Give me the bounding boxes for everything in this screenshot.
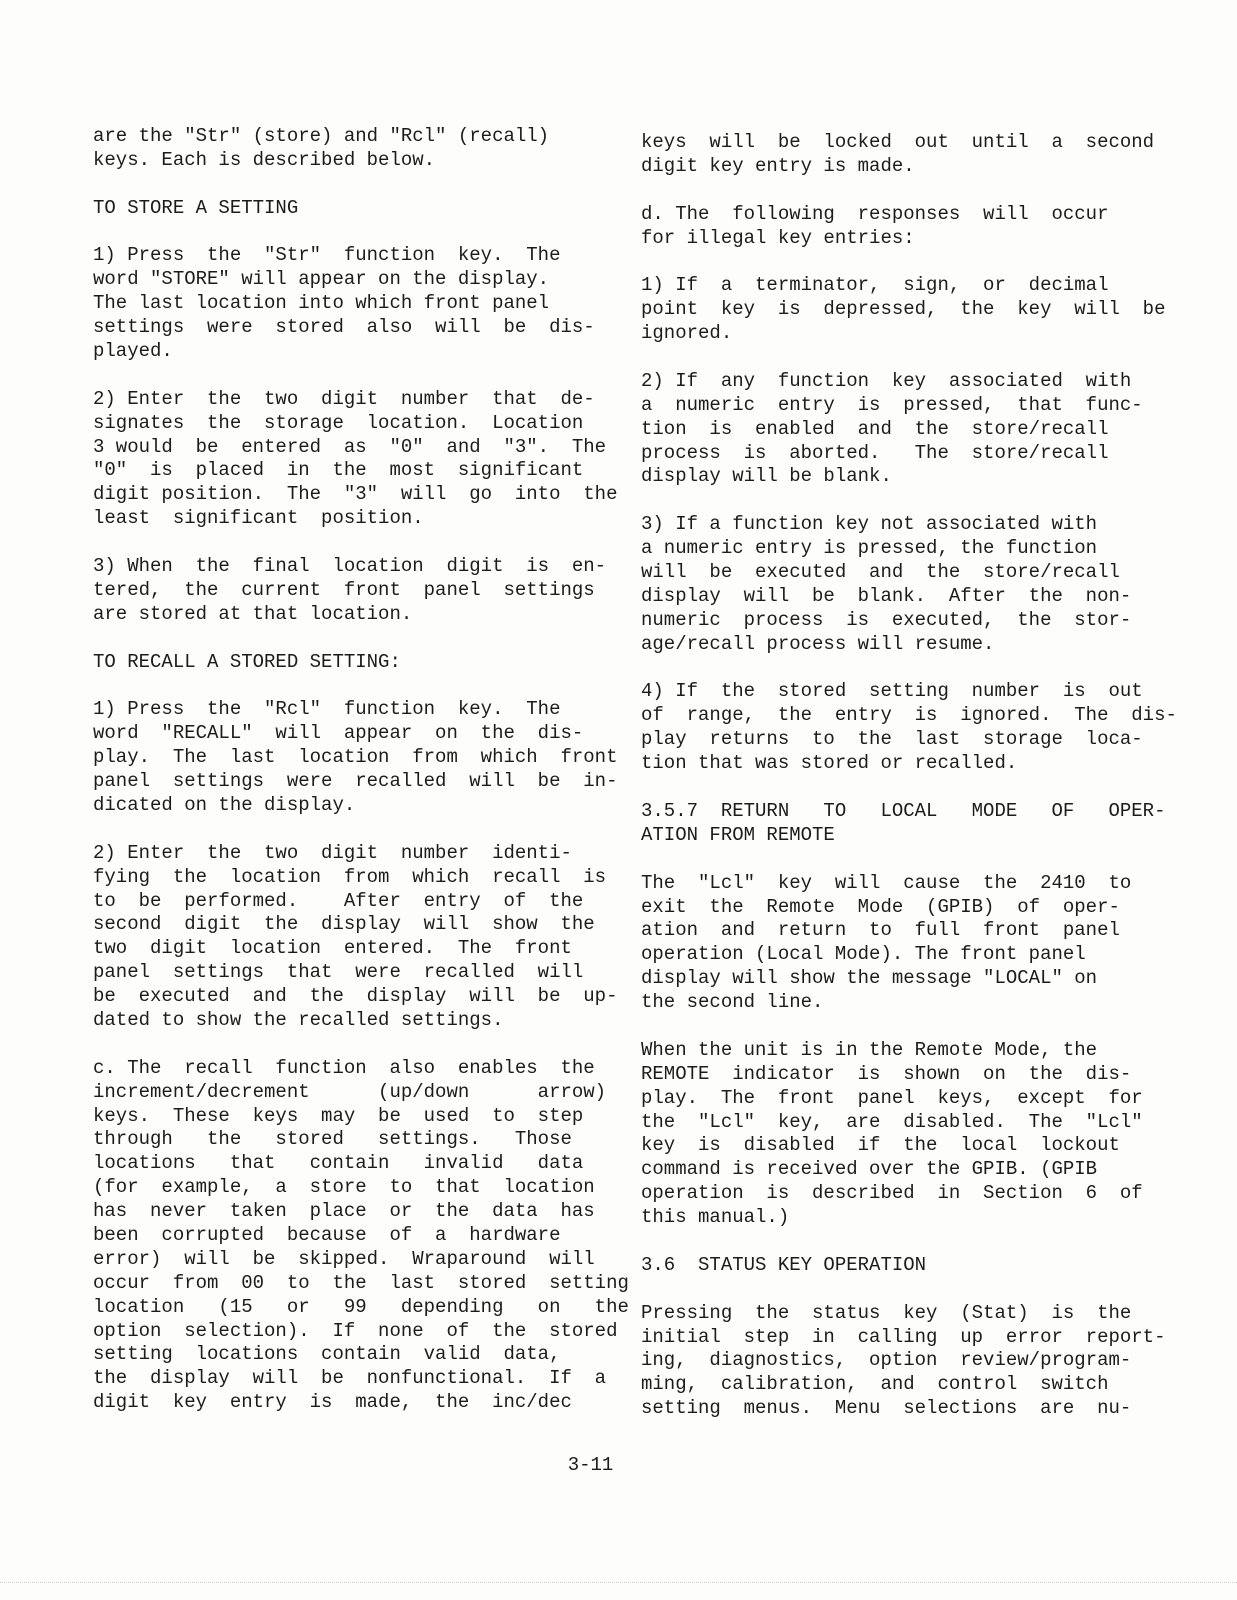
text-line: setting locations contain valid data, [93,1343,561,1366]
text-line: increment/decrement (up/down arrow) [93,1080,607,1103]
text-line: age/recall process will resume. [641,632,995,655]
text-line: word "STORE" will appear on the display. [93,268,550,291]
section-heading: 3.5.7 RETURN TO LOCAL MODE OF OPER- [641,799,1166,822]
text-line: process is aborted. The store/recall [641,441,1109,464]
text-line: this manual.) [641,1206,790,1229]
blank-line [93,627,578,651]
text-line: The last location into which front panel [93,292,550,315]
text-line: fying the location from which recall is [93,865,607,888]
text-line: least significant position. [93,507,424,530]
scan-edge-divider [0,1582,1237,1584]
text-line: be executed and the display will be up- [93,985,618,1008]
text-line: c. The recall function also enables the [93,1056,595,1079]
text-line: 3) If a function key not associated with [641,513,1098,536]
text-line: the "Lcl" key, are disabled. The "Lcl" [641,1110,1143,1133]
blank-line [641,250,1121,274]
text-line: d. The following responses will occur [641,202,1109,225]
text-line: Pressing the status key (Stat) is the [641,1301,1132,1324]
text-line: are the "Str" (store) and "Rcl" (recall) [93,125,550,147]
text-line: display will be blank. After the non- [641,584,1132,607]
text-line: command is received over the GPIB. (GPIB [641,1158,1098,1181]
text-line: will be executed and the store/recall [641,561,1120,584]
section-heading: TO STORE A SETTING [93,196,299,219]
text-line: 2) Enter the two digit number that de- [93,387,595,410]
text-line: are stored at that location. [93,602,413,625]
text-line: keys. These keys may be used to step [93,1104,584,1127]
text-line: numeric process is executed, the stor- [641,608,1132,631]
text-line: ming, calibration, and control switch [641,1373,1109,1396]
text-line: ignored. [641,322,733,345]
text-line: through the stored settings. Those [93,1128,572,1151]
text-line: 3 would be entered as "0" and "3". The [93,435,607,458]
blank-line [93,531,578,555]
blank-line [93,818,578,842]
text-line: to be performed. After entry of the [93,889,584,912]
text-line: operation (Local Mode). The front panel [641,943,1086,966]
section-heading: ATION FROM REMOTE [641,823,835,846]
text-line: key is disabled if the local lockout [641,1134,1120,1157]
text-line: played. [93,340,173,363]
text-line: The "Lcl" key will cause the 2410 to [641,871,1132,894]
text-line: the second line. [641,991,824,1014]
text-line: of range, the entry is ignored. The dis- [641,704,1177,727]
section-heading: 3.6 STATUS KEY OPERATION [641,1253,927,1276]
blank-line [641,657,1121,681]
text-line: panel settings were recalled will be in- [93,770,618,793]
text-line: tion that was stored or recalled. [641,752,1018,775]
blank-line [641,848,1121,872]
page-number: 3-11 [567,1454,614,1476]
text-line: two digit location entered. The front [93,937,572,960]
text-line: 4) If the stored setting number is out [641,680,1143,703]
text-line: keys. Each is described below. [93,148,436,171]
text-line: for illegal key entries: [641,226,915,249]
text-line: dicated on the display. [93,793,356,816]
text-line: ation and return to full front panel [641,919,1120,942]
text-line: (for example, a store to that location [93,1176,595,1199]
text-line: location (15 or 99 depending on the [93,1295,629,1318]
section-heading: TO RECALL A STORED SETTING: [93,650,401,673]
blank-line [93,364,578,388]
right-column [641,131,1177,1421]
blank-line [641,1278,1121,1302]
blank-line [93,1033,578,1057]
text-line: has never taken place or the data has [93,1200,595,1223]
text-line: panel settings that were recalled will [93,961,584,984]
text-line: play. The last location from which front [93,746,618,769]
text-line: "0" is placed in the most significant [93,459,584,482]
text-line: a numeric entry is pressed, that func- [641,393,1143,416]
text-line: dated to show the recalled settings. [93,1008,504,1031]
text-line: play returns to the last storage loca- [641,728,1143,751]
text-line: display will show the message "LOCAL" on [641,967,1098,990]
text-line: settings were stored also will be dis- [93,316,595,339]
blank-line [641,346,1121,370]
text-line: error) will be skipped. Wraparound will [93,1247,595,1270]
text-line: display will be blank. [641,465,892,488]
blank-line [641,179,1121,203]
text-line: signates the storage location. Location [93,411,584,434]
text-line: 1) Press the "Str" function key. The [93,244,561,267]
text-line: 3) When the final location digit is en- [93,555,607,578]
text-line: setting menus. Menu selections are nu- [641,1397,1132,1420]
text-line: word "RECALL" will appear on the dis- [93,722,584,745]
blank-line [93,221,578,245]
text-line: digit position. The "3" will go into the [93,483,618,506]
left-column [93,125,629,1415]
text-line: exit the Remote Mode (GPIB) of oper- [641,895,1120,918]
text-line: When the unit is in the Remote Mode, the [641,1038,1098,1061]
blank-line [641,1230,1121,1254]
text-line: been corrupted because of a hardware [93,1223,561,1246]
text-line: play. The front panel keys, except for [641,1086,1143,1109]
text-line: initial step in calling up error report- [641,1325,1166,1348]
text-line: the display will be nonfunctional. If a [93,1367,607,1390]
text-line: 1) Press the "Rcl" function key. The [93,698,561,721]
text-line: tered, the current front panel settings [93,578,595,601]
text-line: tion is enabled and the store/recall [641,417,1109,440]
text-line: second digit the display will show the [93,913,595,936]
text-line: 1) If a terminator, sign, or decimal [641,274,1109,297]
text-line: digit key entry is made, the inc/dec [93,1391,572,1414]
text-line: REMOTE indicator is shown on the dis- [641,1062,1132,1085]
blank-line [93,173,578,197]
blank-line [641,776,1121,800]
text-line: operation is described in Section 6 of [641,1182,1143,1205]
text-line: occur from 00 to the last stored setting [93,1271,629,1294]
blank-line [93,674,578,698]
text-line: option selection). If none of the stored [93,1319,618,1342]
blank-line [641,1015,1121,1039]
text-line: a numeric entry is pressed, the function [641,537,1098,560]
blank-line [641,489,1121,513]
text-line: digit key entry is made. [641,154,915,177]
text-line: 2) If any function key associated with [641,369,1132,392]
text-line: 2) Enter the two digit number identi- [93,841,572,864]
text-line: keys will be locked out until a second [641,131,1155,153]
text-line: point key is depressed, the key will be [641,298,1166,321]
text-line: locations that contain invalid data [93,1152,584,1175]
text-line: ing, diagnostics, option review/program- [641,1349,1132,1372]
